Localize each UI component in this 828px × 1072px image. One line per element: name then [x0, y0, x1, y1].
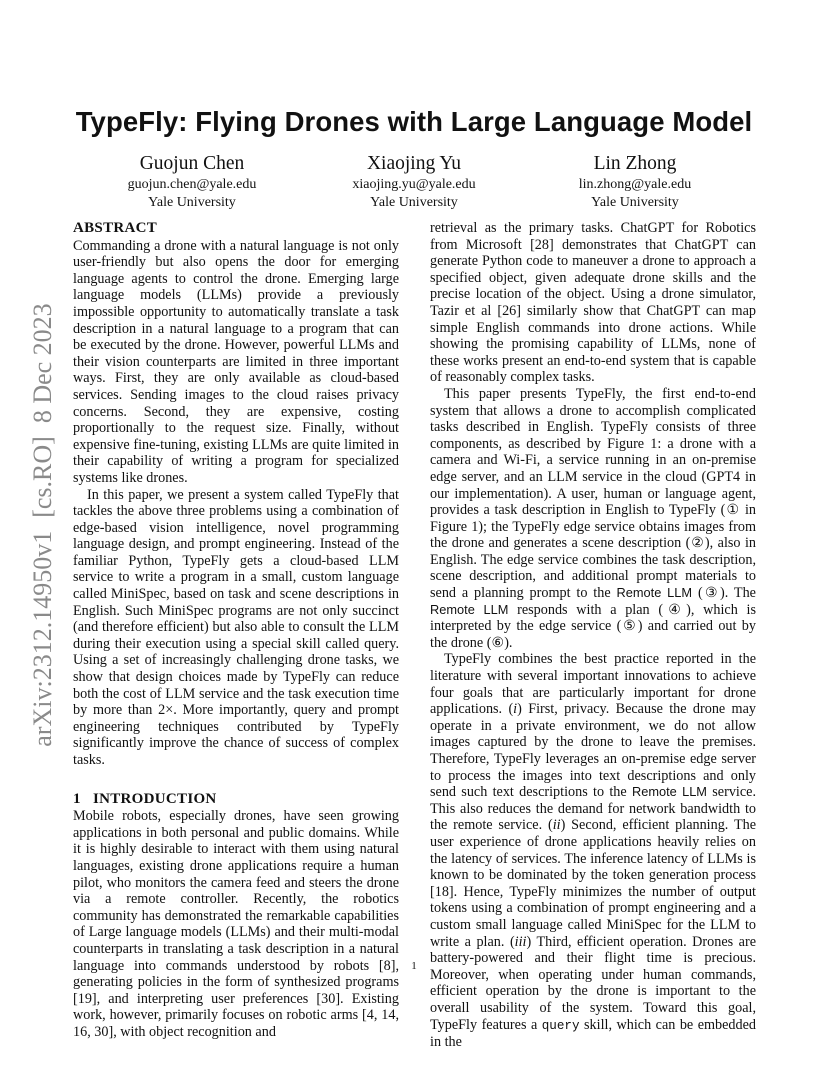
text-run: ), which is interpreted by the edge service ( — [430, 601, 756, 635]
author-affiliation: Yale University — [148, 195, 236, 210]
text-run: responds with a plan ( — [508, 601, 664, 618]
step-marker-1: ① — [725, 502, 741, 519]
text-run: TypeFly combines the best practice reported in the literature with several important innovations to achieve four goals that are particularly important for drone applications. ( — [430, 651, 756, 718]
introduction-paragraph-1: Mobile robots, especially drones, have seen growing applications in both personal and public domains. While it is highly desirable to interact with them using natural languages, existing drone applications require a human pilot, who monitors the camera feed and steers the drone via a remote controller. Recently, the robotics community has demonstrated the remarkable capabilities of Large language models (LLMs) and their multi-modal counterparts in translating a task description in a natural language into commands understood by robots [8], generating policies in the form of synthesized programs [19], and interpreting user preferences [30]. Existing work, however, primarily focuses on robotic arms [4, 14, 16, 30], with object recognition and — [73, 808, 399, 1040]
right-paragraph-1: retrieval as the primary tasks. ChatGPT for Robotics from Microsoft [28] demonstrates that ChatGPT can generate Python code to maneuver a drone to approach a specified object, given adequate drone skills and the precise location of the object. Using a drone simulator, Tazir et al [26] similarly show that ChatGPT can map simple English commands into drone actions. While showing the promising capability of LLMs, none of these works present an end-to-end system that is capable of reasonably complex tasks. — [430, 220, 756, 386]
abstract-paragraph-2: In this paper, we present a system called TypeFly that tackles the above three problems using a combination of edge-based vision intelligence, novel programming language design, and prompt engineering. Instead of the familiar Python, TypeFly gets a cloud-based LLM service to write a program in a small, custom language called MiniSpec, based on task and scene descriptions in English. Such MiniSpec programs are not only succinct (and therefore efficient) but also able to consult the LLM during their execution using a special skill called query. Using a set of increasingly challenging drone tasks, we show that design choices made by TypeFly can reduce both the cost of LLM service and the task execution time by more than 2×. More importantly, query and prompt engineering techniques contributed by TypeFly significantly improve the chance of success of complex tasks. — [73, 486, 399, 768]
query-skill-code: query — [541, 1018, 580, 1033]
paper-title: TypeFly: Flying Drones with Large Language Model — [75, 106, 753, 137]
remote-llm-term: Remote LLM — [631, 784, 707, 800]
text-run: in Figure 1); the TypeFly edge service obtains images from the drone and generates a scene description ( — [430, 502, 756, 552]
text-run: ), also in English. The edge service combines the task description, scene description, and additional prompt materials to send a planning prompt to the — [430, 535, 756, 602]
step-marker-5: ⑤ — [621, 618, 638, 635]
left-column — [73, 220, 399, 1041]
remote-llm-term: Remote LLM — [616, 585, 693, 601]
introduction-heading: 1 INTRODUCTION — [73, 790, 217, 807]
author-2 — [294, 152, 534, 212]
text-run: ). The — [720, 585, 756, 602]
author-email: guojun.chen@yale.edu — [127, 177, 257, 192]
author-affiliation: Yale University — [591, 195, 679, 210]
author-affiliation: Yale University — [370, 195, 458, 210]
author-1 — [72, 152, 312, 212]
author-email: lin.zhong@yale.edu — [578, 177, 692, 192]
roman-numeral: i — [513, 701, 518, 718]
step-marker-3: ③ — [702, 585, 721, 602]
author-name: Xiaojing Yu — [366, 153, 462, 174]
text-run: ). — [504, 634, 513, 651]
page-number: 1 — [411, 960, 417, 972]
text-run: service. This also reduces the demand for network bandwidth to the remote service. ( — [430, 784, 756, 834]
arxiv-identifier-text: arXiv:2312.14950v1 [cs.RO] 8 Dec 2023 — [28, 303, 57, 747]
text-run: skill, which can be embedded in the — [430, 1016, 756, 1051]
author-name: Guojun Chen — [139, 153, 245, 174]
step-marker-2: ② — [690, 535, 705, 552]
roman-numeral: ii — [552, 817, 561, 834]
text-run: ( — [692, 585, 703, 602]
step-marker-6: ⑥ — [491, 634, 505, 651]
right-column — [430, 220, 756, 1051]
abstract-heading: ABSTRACT — [73, 220, 158, 236]
abstract-paragraph-1: Commanding a drone with a natural language is not only user-friendly but also opens the door for emerging language agents to control the drone. Emerging large language models (LLMs) provide a previously impossible opportunity to automatically translate a task description in a natural language to a program that can be executed by the drone. However, powerful LLMs and their vision counterparts are limited in three important ways. First, they are only available as cloud-based services. Sending images to the cloud raises privacy concerns. Second, they are expensive, costing proportionally to the request size. Finally, without expensive fine-tuning, existing LLMs are quite limited in their capability of writing a program for specialized systems like drones. — [73, 237, 399, 486]
author-3 — [515, 152, 755, 212]
roman-numeral: iii — [514, 933, 527, 950]
step-marker-4: ④ — [663, 601, 687, 618]
author-name: Lin Zhong — [593, 153, 677, 174]
text-run: ) and carried out by the drone ( — [430, 618, 756, 651]
text-run: This paper presents TypeFly, the first end-to-end system that allows a drone to accomplish complicated tasks described in English. TypeFly consists of three components, as described by Figure 1: a drone with a camera and Wi-Fi, a service running in an on-premise edge server, and an LLM service in the cloud (GPT4 in our implementation). A user, human or language agent, provides a task description in English to TypeFly ( — [430, 385, 756, 519]
text-run: ) First, privacy. Because the drone may operate in a private environment, we do not allow images captured by the drone to leave the premises. Therefore, TypeFly leverages an on-premise edge server to process the images into text descriptions and only send such text descriptions to the — [430, 701, 756, 801]
text-run: ) Third, efficient operation. Drones are battery-powered and their flight time is precious. Moreover, when operating under human commands, efficient operation by the drone is important to the overall usability of the system. Toward this goal, TypeFly features a — [430, 933, 756, 1033]
remote-llm-term: Remote LLM — [430, 601, 509, 617]
author-email: xiaojing.yu@yale.edu — [352, 177, 476, 192]
right-paragraph-2 — [430, 386, 756, 652]
arxiv-identifier — [20, 290, 60, 760]
text-run: ) Second, efficient planning. The user experience of drone applications heavily relies on the latency of services. The inference latency of LLMs is known to be dominated by the token generation process [18]. Hence, TypeFly minimizes the number of output tokens using a combination of prompt engineering and a custom small language called MiniSpec for the LLM to write a plan. ( — [430, 817, 756, 950]
right-paragraph-3 — [430, 651, 756, 1050]
